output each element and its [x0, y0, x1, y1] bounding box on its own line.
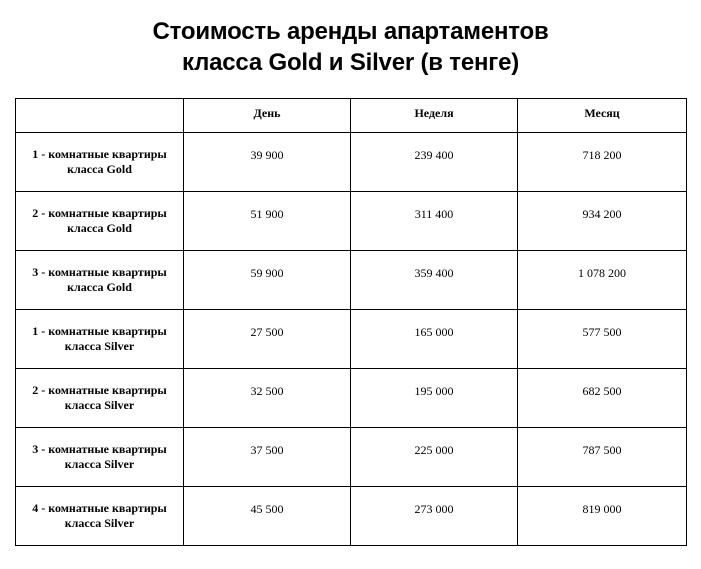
price-cell-day: [184, 487, 351, 546]
title-line-1: Стоимость аренды апартаментов: [152, 18, 549, 45]
header-cell-day: [184, 99, 351, 133]
price-cell-month: [518, 487, 687, 546]
price-cell-month: [518, 428, 687, 487]
price-value-week: 359 400: [414, 265, 454, 280]
row-label-cell: [16, 369, 184, 428]
table-header-row: [16, 99, 687, 133]
row-label-line-2: класса Silver: [64, 339, 135, 353]
row-label-cell: [16, 310, 184, 369]
row-label-line-2: класса Silver: [64, 516, 135, 530]
price-cell-week: [351, 310, 518, 369]
row-label-line-2: класса Silver: [64, 398, 135, 412]
row-label-line-1: 1 - комнатные квартиры: [32, 324, 167, 338]
price-value-day: 59 900: [250, 265, 284, 280]
table-row: [16, 192, 687, 251]
price-value-month: 718 200: [582, 147, 622, 162]
price-value-week: 239 400: [414, 147, 454, 162]
header-day-label: День: [253, 106, 281, 120]
row-label-line-1: 3 - комнатные квартиры: [32, 442, 167, 456]
price-cell-month: [518, 251, 687, 310]
row-label-line-2: класса Silver: [64, 457, 135, 471]
price-cell-month: [518, 133, 687, 192]
title-line-2: класса Gold и Silver (в тенге): [181, 49, 520, 76]
price-cell-day: [184, 251, 351, 310]
row-label-cell: [16, 428, 184, 487]
header-cell-month: [518, 99, 687, 133]
price-cell-week: [351, 133, 518, 192]
price-value-month: 787 500: [582, 442, 622, 457]
price-table: [15, 98, 687, 546]
price-value-month: 1 078 200: [578, 265, 626, 280]
price-cell-day: [184, 310, 351, 369]
price-value-month: 934 200: [582, 206, 622, 221]
table-row: [16, 369, 687, 428]
row-label-cell: [16, 133, 184, 192]
row-label-cell: [16, 487, 184, 546]
price-value-week: 225 000: [414, 442, 454, 457]
table-row: [16, 487, 687, 546]
header-month-label: Месяц: [584, 106, 620, 120]
table-row: [16, 428, 687, 487]
price-cell-week: [351, 369, 518, 428]
row-label-line-1: 2 - комнатные квартиры: [32, 383, 167, 397]
row-label-line-2: класса Gold: [67, 162, 132, 176]
table-row: [16, 310, 687, 369]
price-cell-month: [518, 192, 687, 251]
price-value-week: 273 000: [414, 501, 454, 516]
price-value-day: 45 500: [250, 501, 284, 516]
price-value-day: 37 500: [250, 442, 284, 457]
price-value-day: 39 900: [250, 147, 284, 162]
price-value-month: 682 500: [582, 383, 622, 398]
price-cell-week: [351, 192, 518, 251]
row-label-line-2: класса Gold: [67, 221, 132, 235]
table-row: [16, 133, 687, 192]
price-value-day: 32 500: [250, 383, 284, 398]
price-cell-day: [184, 133, 351, 192]
price-cell-week: [351, 428, 518, 487]
price-value-day: 27 500: [250, 324, 284, 339]
header-cell-empty: [16, 99, 184, 133]
header-week-label: Неделя: [414, 106, 454, 120]
price-value-month: 819 000: [582, 501, 622, 516]
row-label-cell: [16, 251, 184, 310]
row-label-line-1: 4 - комнатные квартиры: [32, 501, 167, 515]
row-label-line-1: 2 - комнатные квартиры: [32, 206, 167, 220]
price-cell-day: [184, 428, 351, 487]
price-value-month: 577 500: [582, 324, 622, 339]
price-cell-week: [351, 251, 518, 310]
price-value-week: 311 400: [414, 206, 454, 221]
price-cell-month: [518, 310, 687, 369]
price-value-day: 51 900: [250, 206, 284, 221]
price-cell-day: [184, 369, 351, 428]
price-cell-month: [518, 369, 687, 428]
table-row: [16, 251, 687, 310]
row-label-cell: [16, 192, 184, 251]
price-value-week: 165 000: [414, 324, 454, 339]
page-title: [0, 16, 701, 78]
row-label-line-1: 3 - комнатные квартиры: [32, 265, 167, 279]
price-value-week: 195 000: [414, 383, 454, 398]
header-cell-week: [351, 99, 518, 133]
row-label-line-2: класса Gold: [67, 280, 132, 294]
row-label-line-1: 1 - комнатные квартиры: [32, 147, 167, 161]
price-cell-day: [184, 192, 351, 251]
price-cell-week: [351, 487, 518, 546]
